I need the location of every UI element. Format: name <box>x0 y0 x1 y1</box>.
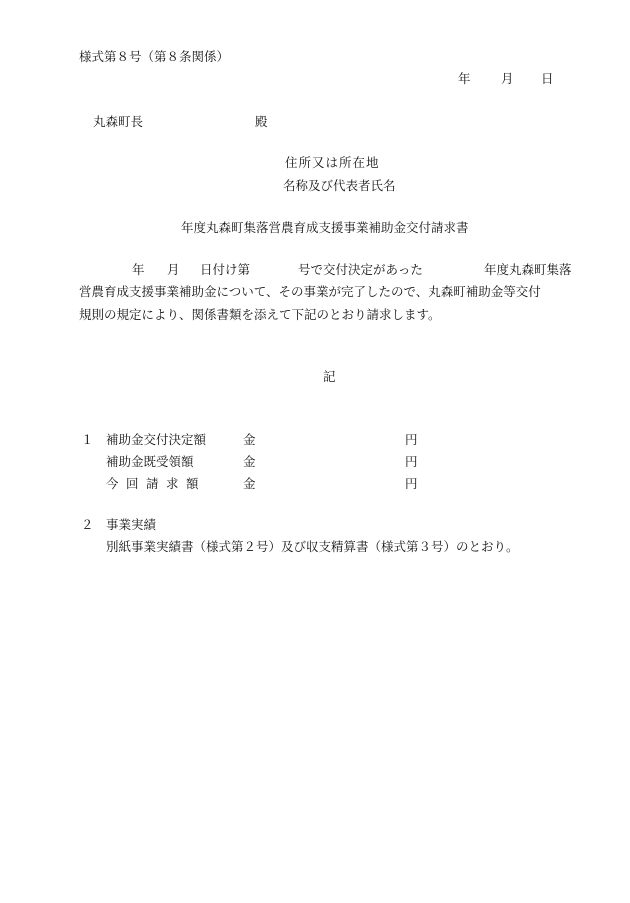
item-kin: 金 <box>243 454 256 469</box>
body-year: 年 <box>132 262 145 277</box>
date-month-label: 月 <box>501 71 514 86</box>
item-number: １ <box>81 432 94 447</box>
body-line-2: 営農育成支援事業補助金について、その事業が完了したので、丸森町補助金等交付 <box>79 284 541 299</box>
section-2-detail: 別紙事業実績書（様式第２号）及び収支精算書（様式第３号）のとおり。 <box>106 539 519 554</box>
item-yen: 円 <box>405 454 418 469</box>
ki-heading: 記 <box>323 369 336 384</box>
sender-name-label: 名称及び代表者氏名 <box>283 178 396 193</box>
body-day-ref: 日付け第 <box>200 262 251 277</box>
item-kin: 金 <box>243 476 256 491</box>
sender-address-label: 住所又は所在地 <box>285 155 380 170</box>
body-month: 月 <box>167 262 180 277</box>
body-line-3: 規則の規定により、関係書類を添えて下記のとおり請求します。 <box>79 307 441 322</box>
date-year-label: 年 <box>458 71 471 86</box>
body-fiscal-year-town: 年度丸森町集落 <box>484 262 572 277</box>
item-label-received-amount: 補助金既受領額 <box>106 454 194 469</box>
body-number-ref: 号で交付決定があった <box>298 262 423 277</box>
date-day-label: 日 <box>541 71 554 86</box>
addressee-honorific: 殿 <box>255 114 268 129</box>
item-kin: 金 <box>243 432 256 447</box>
item-label-request-amount: 今回請求額 <box>106 476 207 491</box>
item-yen: 円 <box>405 432 418 447</box>
item-yen: 円 <box>405 476 418 491</box>
item-label-decided-amount: 補助金交付決定額 <box>106 432 207 447</box>
section-2-number: ２ <box>81 517 94 532</box>
document-title: 年度丸森町集落営農育成支援事業補助金交付請求書 <box>181 220 469 235</box>
form-number: 様式第８号（第８条関係） <box>79 49 230 64</box>
addressee-name: 丸森町長 <box>93 114 144 129</box>
section-2-title: 事業実績 <box>106 517 157 532</box>
